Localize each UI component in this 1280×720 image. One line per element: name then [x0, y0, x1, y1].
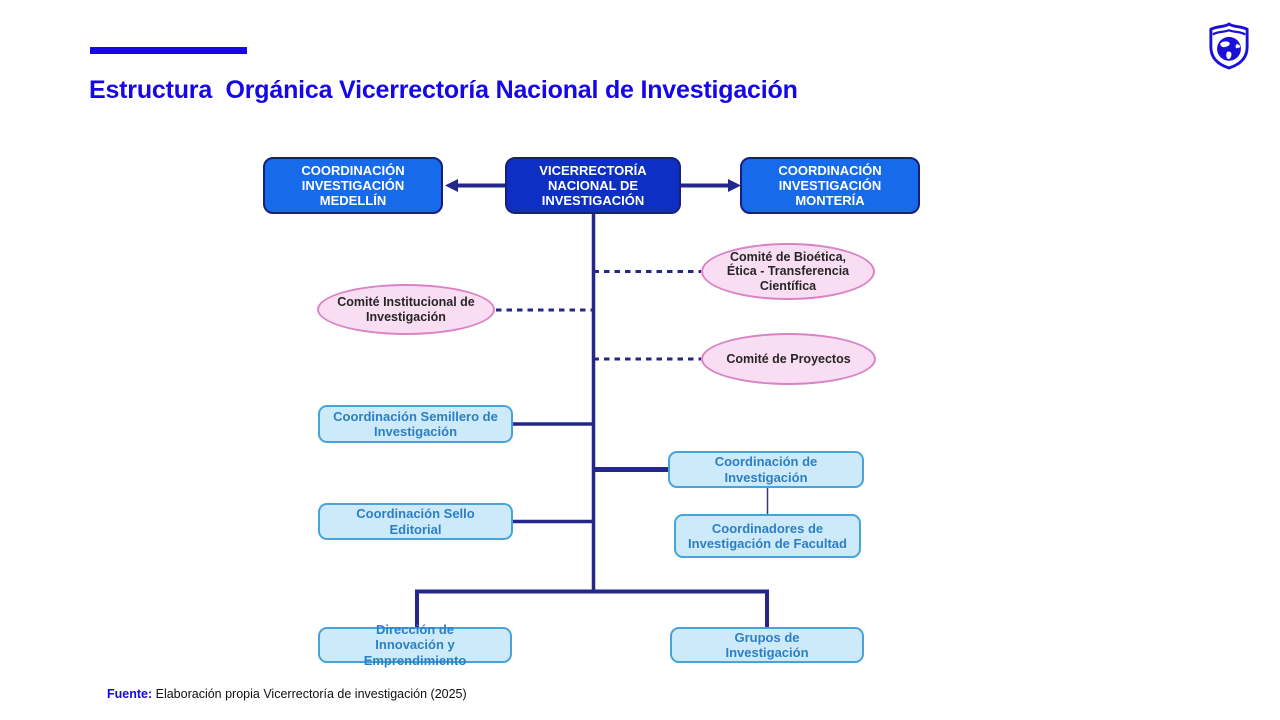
org-node-label: Grupos de Investigación: [725, 629, 809, 660]
org-node-grupos: [670, 627, 864, 663]
org-node-label: COORDINACIÓN INVESTIGACIÓN MONTERÍA: [778, 162, 882, 209]
arrow-to-medellin: [445, 179, 505, 192]
org-node-label: COORDINACIÓN INVESTIGACIÓN MEDELLÍN: [301, 162, 405, 209]
org-node-label: Coordinación de Investigación: [714, 454, 818, 485]
org-node-medellin: [263, 157, 443, 214]
org-node-label: Dirección de Innovación y Emprendimiento: [363, 622, 467, 668]
org-node-label: Comité de Bioética, Ética - Transferencia Científica: [726, 249, 850, 293]
source-text: Elaboración propia Vicerrectoría de investigación (2025): [152, 687, 467, 701]
org-node-comite-proyectos: [701, 333, 876, 385]
org-node-comite-institucional: [317, 284, 495, 335]
org-node-label: Comité Institucional de Investigación: [337, 295, 475, 324]
source-label: Fuente:: [107, 687, 153, 701]
org-node-label: VICERRECTORÍA NACIONAL DE INVESTIGACIÓN: [539, 162, 647, 209]
org-node-sello-editorial: [318, 503, 513, 540]
org-node-coordinadores-facultad: [674, 514, 861, 558]
footer-source: [107, 687, 467, 701]
arrow-to-monteria: [681, 179, 741, 192]
org-node-innovacion: [318, 622, 512, 668]
page-title: Estructura Orgánica Vicerrectoría Nacional de Investigación: [89, 76, 798, 104]
org-node-vicerrectoria: [505, 157, 681, 214]
org-node-label: Comité de Proyectos: [726, 351, 851, 366]
org-node-label: Coordinación Sello Editorial: [356, 506, 475, 537]
org-node-monteria: [740, 157, 920, 214]
org-node-label: Coordinación Semillero de Investigación: [333, 408, 498, 439]
org-node-comite-bioetica: [701, 243, 875, 300]
org-node-semillero: [318, 405, 513, 443]
org-node-coordinacion-investigacion: [668, 451, 864, 488]
org-node-label: Coordinadores de Investigación de Facultad: [688, 520, 847, 551]
